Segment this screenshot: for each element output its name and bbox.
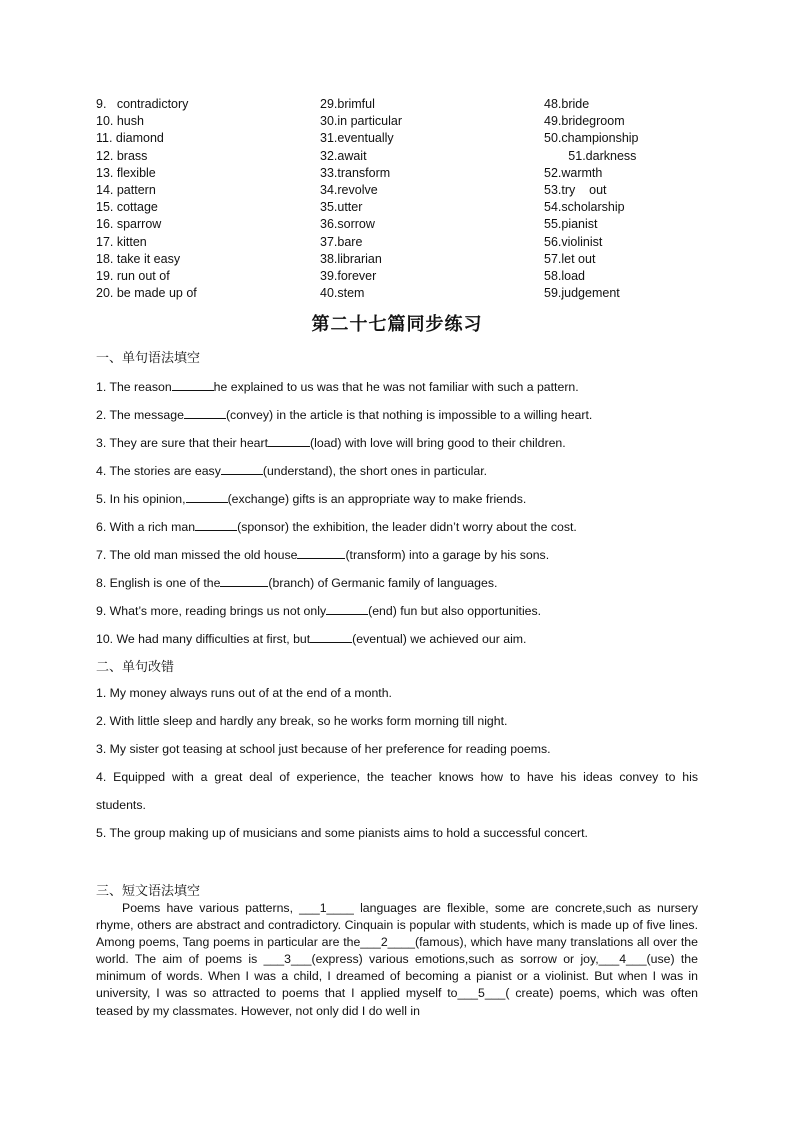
question-text: (transform) into a garage by his sons.	[345, 548, 550, 562]
question-text: 8. English is one of the	[96, 576, 221, 590]
vocab-item: 11. diamond	[96, 131, 164, 146]
vocab-item: 49.bridegroom	[544, 114, 625, 129]
vocab-item: 13. flexible	[96, 165, 156, 180]
question-text: 6. With a rich man	[96, 520, 196, 534]
question-line	[96, 378, 698, 394]
vocab-item: 36.sorrow	[320, 217, 375, 232]
vocab-item: 31.eventually	[320, 131, 394, 146]
question-text: 10. We had many difficulties at first, but	[96, 632, 311, 646]
vocab-item: 9. contradictory	[96, 97, 189, 111]
question-text: (eventual) we achieved our aim.	[352, 632, 527, 646]
section-heading-passage-fill: 三、短文语法填空	[96, 884, 201, 899]
vocab-item: 19. run out of	[96, 268, 170, 283]
question-line	[96, 574, 698, 590]
vocab-column-2	[320, 96, 402, 302]
question-text: (end) fun but also opportunities.	[368, 604, 542, 618]
vocab-item: 33.transform	[320, 165, 391, 180]
question-line	[96, 406, 698, 422]
vocab-item: 29.brimful	[320, 97, 375, 111]
question-text: (sponsor) the exhibition, the leader didn’t worry about the cost.	[237, 520, 577, 534]
question-text: (exchange) gifts is an appropriate way to make friends.	[227, 492, 527, 506]
vocab-item: 58.load	[544, 268, 586, 283]
question-text: (branch) of Germanic family of languages.	[268, 576, 498, 590]
vocab-item: 55.pianist	[544, 217, 598, 232]
question-text: (load) with love will bring good to their children.	[310, 436, 566, 450]
vocab-item: 53.try out	[544, 182, 607, 197]
answer-blank[interactable]	[195, 518, 237, 531]
correction-line: 5. The group making up of musicians and some pianists aims to hold a successful concert.	[96, 826, 588, 840]
question-text: (convey) in the article is that nothing is impossible to a willing heart.	[225, 408, 593, 422]
question-line	[96, 434, 698, 450]
page-title: 第二十七篇同步练习	[311, 314, 483, 335]
answer-blank[interactable]	[268, 434, 310, 447]
question-line	[96, 602, 698, 618]
vocab-item: 16. sparrow	[96, 217, 162, 232]
vocab-item: 15. cottage	[96, 200, 158, 215]
question-text: 3. They are sure that their heart	[96, 436, 269, 450]
vocab-item: 38.librarian	[320, 251, 382, 266]
vocab-item: 14. pattern	[96, 182, 156, 197]
vocab-item: 51.darkness	[544, 148, 637, 163]
section-heading-grammar-fill: 一、单句语法填空	[96, 351, 201, 366]
answer-blank[interactable]	[310, 630, 352, 643]
question-line	[96, 630, 698, 646]
question-line	[96, 546, 698, 562]
correction-line: 1. My money always runs out of at the end of a month.	[96, 686, 392, 700]
vocab-item: 35.utter	[320, 200, 363, 215]
correction-line: 2. With little sleep and hardly any break, so he works form morning till night.	[96, 714, 508, 728]
vocab-item: 50.championship	[544, 131, 639, 146]
correction-line: students.	[96, 798, 146, 812]
correction-line: 3. My sister got teasing at school just because of her preference for reading poems.	[96, 742, 551, 756]
question-text: he explained to us was that he was not familiar with such a pattern.	[213, 380, 579, 394]
correction-line: 4. Equipped with a great deal of experience, the teacher knows how to have his ideas convey to his	[96, 770, 698, 784]
vocab-item: 30.in particular	[320, 114, 402, 129]
answer-blank[interactable]	[221, 462, 263, 475]
vocab-item: 10. hush	[96, 114, 144, 129]
vocab-item: 12. brass	[96, 148, 148, 163]
vocab-item: 40.stem	[320, 286, 365, 301]
answer-blank[interactable]	[186, 490, 228, 503]
vocab-column-1	[96, 96, 197, 302]
question-text: 9. What’s more, reading brings us not only	[96, 604, 327, 618]
question-text: 2. The message	[96, 408, 184, 422]
question-text: (understand), the short ones in particular.	[262, 464, 488, 478]
passage-text: Poems have various patterns, ___1____ languages are flexible, some are concrete,such as nursery rhyme, others are abstract and contradictory. Cinquain is popular with students, which is made up of five lines. Among poems, Tang poems in particular are the___2____(famous), which have many translations all over the world. The aim of poems is ___3___(express) various emotions,such as sorrow or joy,___4___(use) the minimum of words. When I was a child, I dreamed of becoming a pianist or a violinist. But when I was in university, I was so attracted to poems that I applied myself to___5___( create) poems, which was often teased by my classmates. However, not only did I do well in	[96, 901, 698, 1018]
vocab-item: 59.judgement	[544, 286, 620, 301]
vocab-item: 32.await	[320, 148, 367, 163]
answer-blank[interactable]	[184, 406, 226, 419]
question-text: 4. The stories are easy	[96, 464, 221, 478]
answer-blank[interactable]	[172, 378, 214, 391]
vocab-column-3	[544, 96, 639, 302]
answer-blank[interactable]	[297, 546, 345, 559]
vocab-item: 57.let out	[544, 251, 596, 266]
question-line	[96, 490, 698, 506]
vocab-item: 37.bare	[320, 234, 363, 249]
vocab-item: 54.scholarship	[544, 200, 625, 215]
vocab-item: 48.bride	[544, 97, 590, 111]
vocab-item: 52.warmth	[544, 165, 603, 180]
vocab-item: 17. kitten	[96, 234, 147, 249]
question-text: 7. The old man missed the old house	[96, 548, 298, 562]
question-line	[96, 462, 698, 478]
section-heading-error-correction: 二、单句改错	[96, 660, 175, 675]
passage-paragraph	[96, 900, 698, 1020]
vocab-item: 39.forever	[320, 268, 377, 283]
question-line	[96, 518, 698, 534]
vocab-item: 20. be made up of	[96, 286, 197, 301]
vocab-item: 56.violinist	[544, 234, 603, 249]
answer-blank[interactable]	[326, 602, 368, 615]
vocab-item: 34.revolve	[320, 182, 378, 197]
question-text: 1. The reason	[96, 380, 172, 394]
vocab-item: 18. take it easy	[96, 251, 181, 266]
question-text: 5. In his opinion,	[96, 492, 186, 506]
answer-blank[interactable]	[220, 574, 268, 587]
